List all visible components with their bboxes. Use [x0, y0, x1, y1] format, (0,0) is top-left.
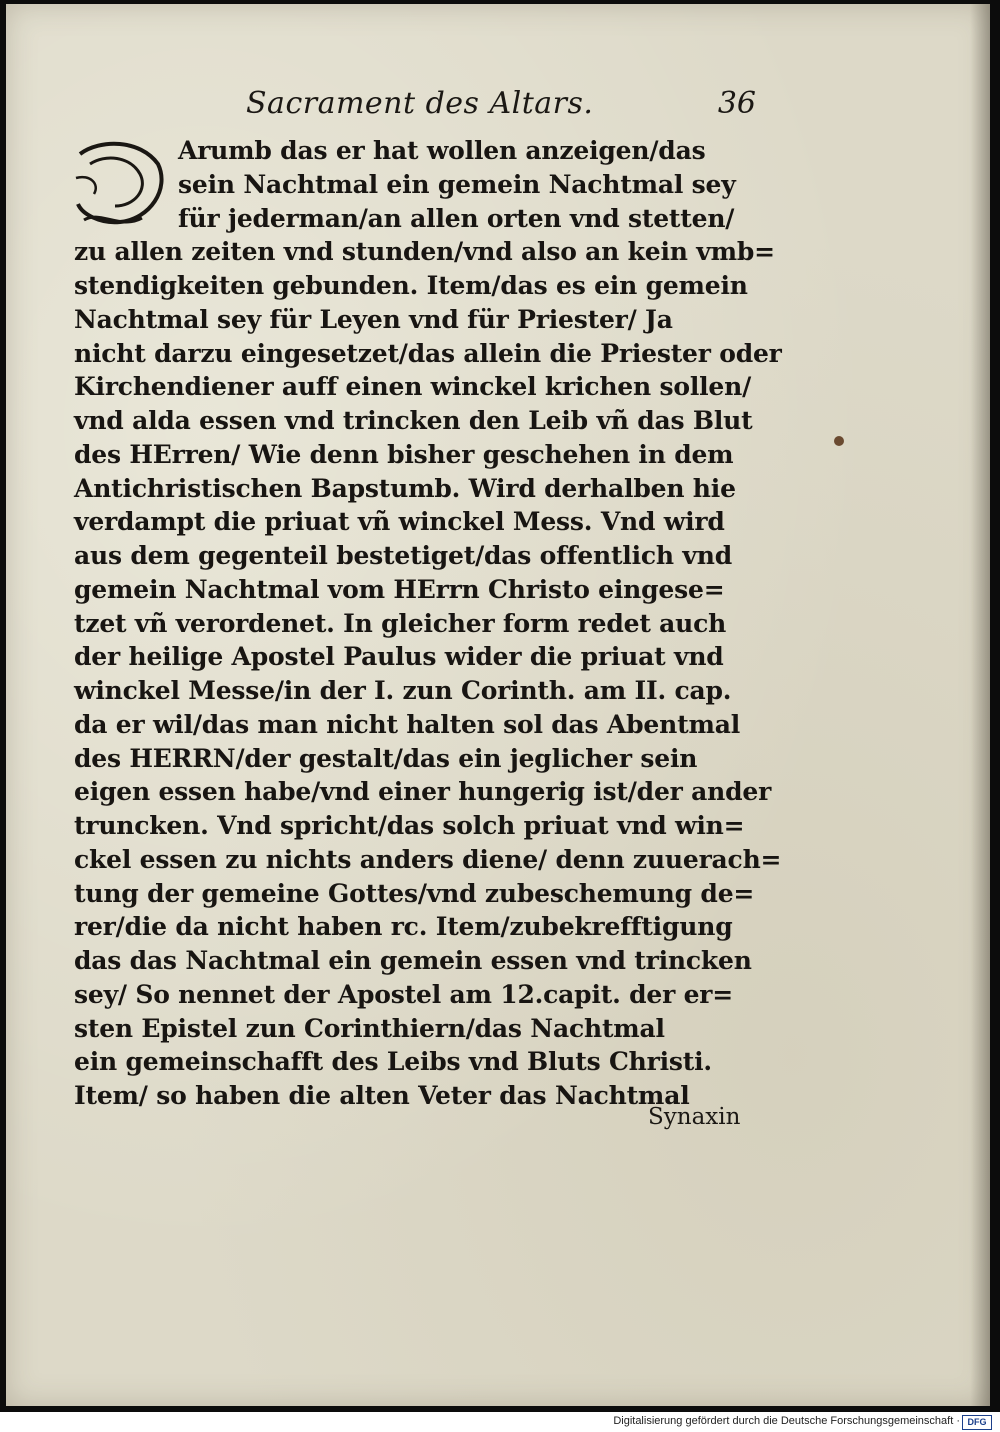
text-line: truncken. Vnd spricht/das solch priuat vnd win= — [74, 811, 745, 840]
text-line: nicht darzu eingesetzet/das allein die Priester oder — [74, 338, 782, 368]
text-line: Item/ so haben die alten Veter das Nachtmal — [74, 1081, 690, 1110]
text-line: gemein Nachtmal vom HErrn Christo eingese= — [74, 574, 725, 604]
dfg-logo[interactable]: DFG — [962, 1415, 992, 1430]
text-line: verdampt die priuat vñ winckel Mess. Vnd wird — [74, 507, 725, 537]
text-line: sein Nachtmal ein gemein Nachtmal sey — [178, 169, 736, 199]
text-line: tzet vñ verordenet. In gleicher form redet auch — [74, 608, 727, 638]
text-line: aus dem gegenteil bestetiget/das offentlich vnd — [74, 541, 732, 570]
page-number: 36 — [717, 86, 756, 121]
text-line: eigen essen habe/vnd einer hungerig ist/der ander — [74, 777, 772, 807]
initial-flourish-icon — [70, 134, 170, 234]
text-line: der heilige Apostel Paulus wider die priuat vnd — [74, 642, 724, 672]
text-line: das das Nachtmal ein gemein essen vnd trincken — [74, 946, 752, 975]
text-line: winckel Messe/in der I. zun Corinth. am II. cap. — [74, 676, 732, 705]
text-line: Kirchendiener auff einen winckel krichen sollen/ — [74, 372, 752, 402]
text-line: rer/die da nicht haben rc. Item/zubekrefftigung — [74, 912, 733, 942]
body-text — [74, 134, 782, 1113]
text-line: zu allen zeiten vnd stunden/vnd also an kein vmb= — [74, 237, 775, 267]
book-page — [6, 4, 990, 1406]
text-line: sey/ So nennet der Apostel am 12.capit. der er= — [74, 979, 733, 1009]
digitization-footer — [0, 1412, 1000, 1432]
text-line: des HERRN/der gestalt/das ein jeglicher sein — [74, 743, 698, 773]
text-line: für jederman/an allen orten vnd stetten/ — [178, 203, 735, 233]
text-line: sten Epistel zun Corinthiern/das Nachtmal — [74, 1013, 665, 1043]
text-line: Arumb das er hat wollen anzeigen/das — [178, 136, 706, 165]
footer-credit: Digitalisierung gefördert durch die Deutsche Forschungsgemeinschaft · — [613, 1415, 960, 1427]
text-line: stendigkeiten gebunden. Item/das es ein gemein — [74, 271, 748, 300]
text-line: Nachtmal sey für Leyen vnd für Priester/ Ja — [74, 304, 673, 334]
ink-spot — [834, 436, 844, 446]
text-line: vnd alda essen vnd trincken den Leib vñ das Blut — [74, 406, 753, 435]
running-head-title: Sacrament des Altars. — [246, 86, 594, 121]
text-line: des HErren/ Wie denn bisher geschehen in dem — [74, 439, 734, 469]
text-line: Antichristischen Bapstumb. Wird derhalben hie — [74, 473, 736, 503]
decorated-initial — [70, 134, 170, 234]
catchword: Synaxin — [648, 1104, 741, 1130]
text-line: ckel essen zu nichts anders diene/ denn zuuerach= — [74, 844, 782, 874]
text-line: da er wil/das man nicht halten sol das Abentmal — [74, 709, 740, 739]
text-line: tung der gemeine Gottes/vnd zubeschemung de= — [74, 878, 755, 908]
page-edge-shadow — [970, 4, 990, 1406]
text-line: ein gemeinschafft des Leibs vnd Bluts Christi. — [74, 1047, 712, 1077]
running-head — [246, 86, 756, 130]
